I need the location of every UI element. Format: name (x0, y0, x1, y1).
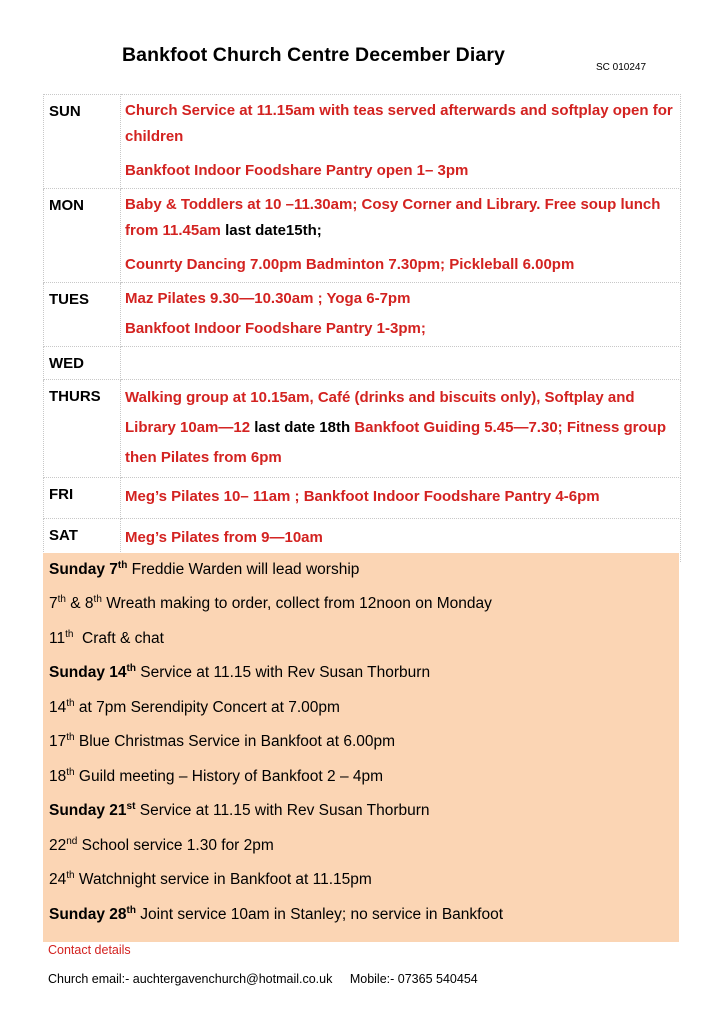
event-line: Counrty Dancing 7.00pm Badminton 7.30pm; Pickleball 6.00pm (125, 256, 575, 273)
day-label: SUN (44, 95, 121, 189)
note-item: 7th & 8th Wreath making to order, collect from 12noon on Monday (49, 593, 492, 612)
schedule-row-fri (44, 478, 681, 519)
event-line: Bankfoot Indoor Foodshare Pantry open 1– 3pm (125, 162, 469, 179)
note-day: Sunday 28 (49, 906, 127, 923)
december-events-panel (43, 553, 679, 942)
contact-heading: Contact details (48, 943, 131, 957)
event-text: Walking group at 10.15am, Café (drinks and biscuits only), Softplay and Library 10am—12 (125, 389, 635, 436)
note-day: Sunday 21 (49, 802, 127, 819)
day-events (121, 95, 681, 189)
note-item: 24th Watchnight service in Bankfoot at 11.15pm (49, 869, 372, 888)
schedule-row-sun (44, 95, 681, 189)
schedule-row-wed (44, 347, 681, 380)
event-note: last date15th; (225, 222, 322, 239)
day-events (121, 189, 681, 283)
contact-line (48, 972, 478, 986)
schedule-row-thurs (44, 380, 681, 478)
day-events (121, 283, 681, 347)
day-label: THURS (44, 380, 121, 478)
day-label: FRI (44, 478, 121, 519)
event-line: Church Service at 11.15am with teas served afterwards and softplay open for children (125, 102, 673, 145)
day-label: TUES (44, 283, 121, 347)
day-events (121, 478, 681, 519)
note-item: 22nd School service 1.30 for 2pm (49, 835, 274, 854)
note-item: 18th Guild meeting – History of Bankfoot 2 – 4pm (49, 766, 384, 785)
note-day: Sunday 7 (49, 561, 118, 578)
event-line: Maz Pilates 9.30—10.30am ; Yoga 6-7pm (125, 290, 411, 307)
event-line: Meg’s Pilates 10– 11am ; Bankfoot Indoor Foodshare Pantry 4-6pm (125, 488, 600, 505)
schedule-row-tues (44, 283, 681, 347)
note-item: Sunday 28th Joint service 10am in Stanley; no service in Bankfoot (49, 904, 504, 923)
event-note: last date 18th (254, 419, 351, 436)
note-item: Sunday 14th Service at 11.15 with Rev Susan Thorburn (49, 662, 431, 681)
note-item: Sunday 7th Freddie Warden will lead worship (49, 559, 360, 578)
day-label: MON (44, 189, 121, 283)
charity-reference: SC 010247 (596, 62, 647, 73)
event-line (125, 383, 676, 473)
day-label: SAT (44, 519, 121, 562)
note-item: 17th Blue Christmas Service in Bankfoot at 6.00pm (49, 731, 396, 750)
note-item: 14th at 7pm Serendipity Concert at 7.00pm (49, 697, 340, 716)
page-title: Bankfoot Church Centre December Diary (122, 44, 505, 66)
note-item: 11th Craft & chat (49, 628, 164, 647)
contact-mobile: Mobile:- 07365 540454 (349, 972, 478, 986)
event-text: Bankfoot Guiding 5.45—7.30; Fitness group then Pilates from 6pm (125, 419, 666, 466)
day-events (121, 347, 681, 380)
contact-email: Church email:- auchtergavenchurch@hotmail.co.uk (48, 972, 333, 986)
event-line (125, 192, 676, 244)
weekly-schedule-table (43, 94, 681, 562)
note-item: Sunday 21st Service at 11.15 with Rev Susan Thorburn (49, 800, 430, 819)
schedule-row-mon (44, 189, 681, 283)
event-text: Baby & Toddlers at 10 –11.30am; Cosy Corner and Library. Free soup lunch from 11.45am (125, 196, 661, 239)
day-label: WED (44, 347, 121, 380)
note-day: Sunday 14 (49, 664, 127, 681)
event-line: Bankfoot Indoor Foodshare Pantry 1-3pm; (125, 320, 426, 337)
event-line: Meg’s Pilates from 9—10am (125, 529, 323, 546)
day-events (121, 380, 681, 478)
